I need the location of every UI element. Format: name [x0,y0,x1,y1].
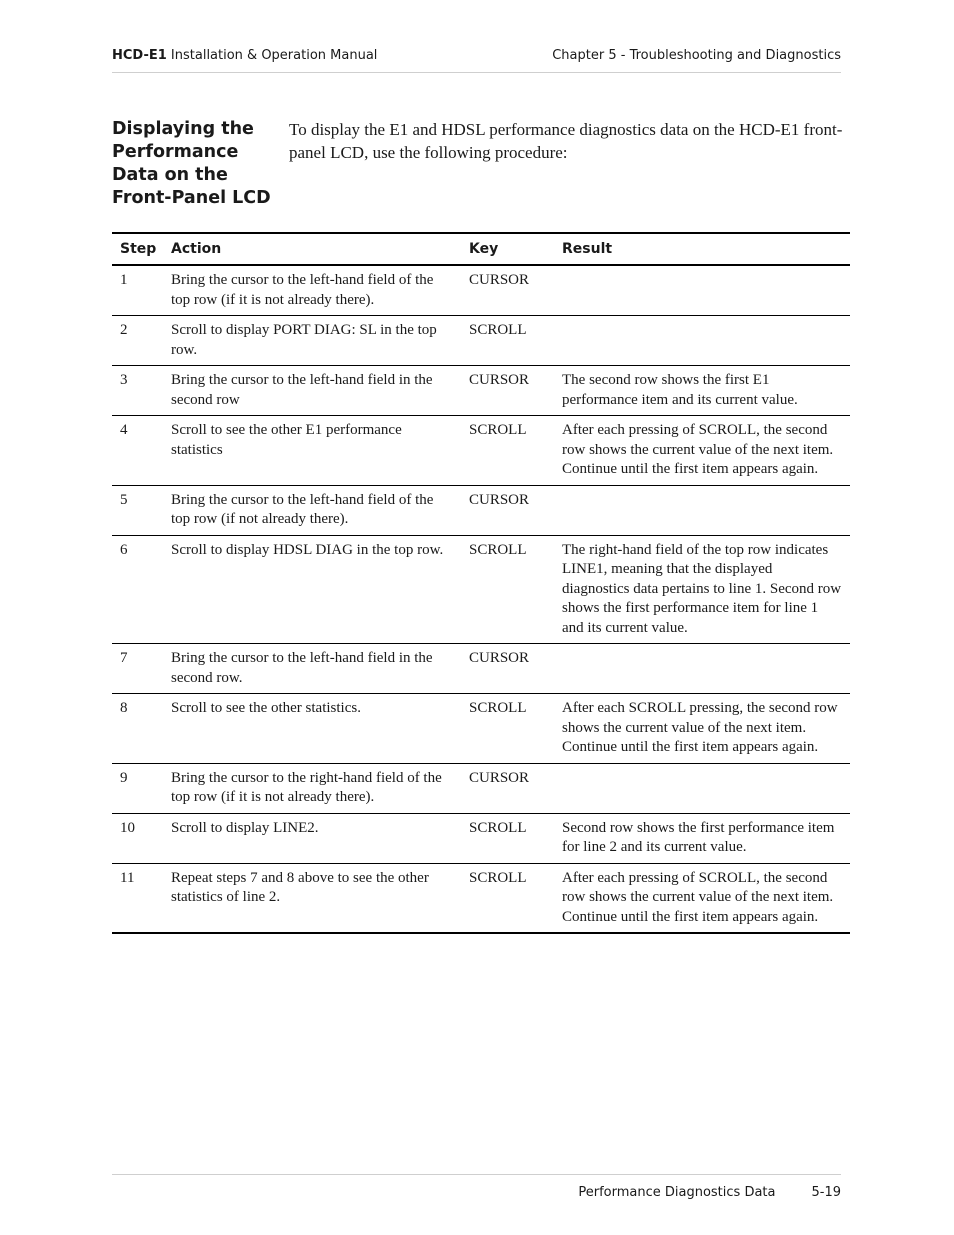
key-cell: SCROLL [461,535,554,644]
result-cell [554,485,850,535]
header-action: Action [163,233,461,265]
manual-title [112,48,377,63]
header-result: Result [554,233,850,265]
result-cell [554,265,850,316]
result-cell: After each pressing of SCROLL, the second row shows the current value of the next item. Continue until the first item appears again. [554,416,850,486]
intro-paragraph: To display the E1 and HDSL performance diagnostics data on the HCD-E1 front-panel LCD, use the following procedure: [289,120,843,162]
page-header [112,48,841,73]
chapter-title: Chapter 5 - Troubleshooting and Diagnostics [552,48,841,63]
table-row [112,265,850,316]
action-cell: Scroll to see the other E1 performance statistics [163,416,461,486]
footer-section-name: Performance Diagnostics Data [578,1185,776,1200]
step-cell: 6 [112,535,163,644]
table-row [112,316,850,366]
action-cell: Bring the cursor to the left-hand field in the second row [163,366,461,416]
result-cell: After each SCROLL pressing, the second row shows the current value of the next item. Continue until the first item appears again. [554,694,850,764]
step-cell: 5 [112,485,163,535]
step-cell: 7 [112,644,163,694]
page-number: 5-19 [811,1185,841,1200]
table-row [112,644,850,694]
manual-title-text: Installation & Operation Manual [170,48,378,63]
action-cell: Scroll to display LINE2. [163,813,461,863]
section-title: Displaying the Performance Data on the Front-Panel LCD [112,119,271,208]
key-cell: SCROLL [461,694,554,764]
key-cell: SCROLL [461,416,554,486]
action-cell: Scroll to display HDSL DIAG in the top row. [163,535,461,644]
table-row [112,416,850,486]
key-cell: CURSOR [461,265,554,316]
key-cell: CURSOR [461,763,554,813]
table-row [112,366,850,416]
table-header-row [112,233,850,265]
action-cell: Scroll to display PORT DIAG: SL in the top row. [163,316,461,366]
step-cell: 8 [112,694,163,764]
step-cell: 1 [112,265,163,316]
step-cell: 11 [112,863,163,933]
table-row [112,863,850,933]
table-row [112,763,850,813]
result-cell: After each pressing of SCROLL, the second row shows the current value of the next item. Continue until the first item appears again. [554,863,850,933]
header-key: Key [461,233,554,265]
table-row [112,485,850,535]
action-cell: Scroll to see the other statistics. [163,694,461,764]
result-cell [554,644,850,694]
result-cell: Second row shows the first performance item for line 2 and its current value. [554,813,850,863]
page-footer [112,1174,841,1200]
key-cell: CURSOR [461,366,554,416]
action-cell: Bring the cursor to the right-hand field of the top row (if it is not already there). [163,763,461,813]
table-row [112,694,850,764]
table-row [112,535,850,644]
key-cell: CURSOR [461,644,554,694]
result-cell: The second row shows the first E1 performance item and its current value. [554,366,850,416]
manual-prefix: HCD-E1 [112,48,167,63]
step-cell: 2 [112,316,163,366]
step-cell: 9 [112,763,163,813]
result-cell: The right-hand field of the top row indicates LINE1, meaning that the displayed diagnostics data pertains to line 1. Second row shows the first performance item for line 1 and its current value. [554,535,850,644]
result-cell [554,316,850,366]
key-cell: SCROLL [461,316,554,366]
key-cell: SCROLL [461,813,554,863]
action-cell: Bring the cursor to the left-hand field in the second row. [163,644,461,694]
result-cell [554,763,850,813]
action-cell: Bring the cursor to the left-hand field of the top row (if it is not already there). [163,265,461,316]
procedure-table [112,232,850,934]
action-cell: Bring the cursor to the left-hand field of the top row (if not already there). [163,485,461,535]
step-cell: 10 [112,813,163,863]
header-step: Step [112,233,163,265]
key-cell: SCROLL [461,863,554,933]
key-cell: CURSOR [461,485,554,535]
table-row [112,813,850,863]
step-cell: 4 [112,416,163,486]
step-cell: 3 [112,366,163,416]
action-cell: Repeat steps 7 and 8 above to see the other statistics of line 2. [163,863,461,933]
